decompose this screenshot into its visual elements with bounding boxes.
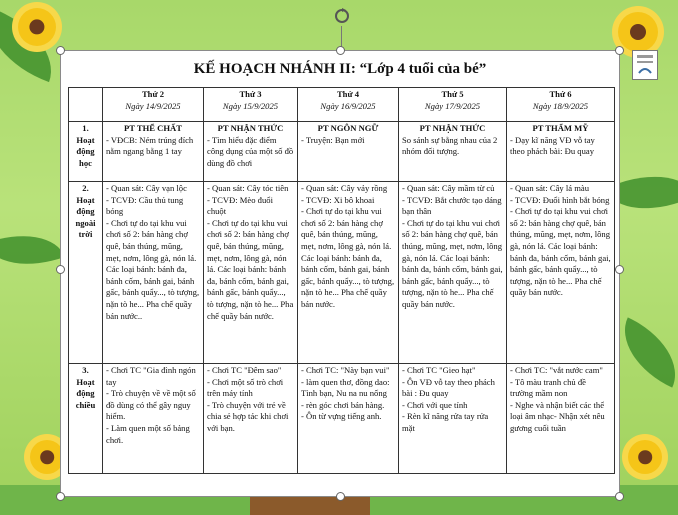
resize-handle[interactable] — [56, 492, 65, 501]
activity-line: - Chơi TC "Gieo hạt" — [402, 365, 476, 375]
activity-line: - Chơi tự do tại khu vui chơi số 2: bán hàng chợ quê, bán thúng, mũng, mẹt, nơm, lông gà, nón lá. Các loại bánh: bánh đa, bánh cốm, bánh gai, bánh gấc, bánh quẩy..., tò tượng, nặn tò he... Pha chế quầy bán nước. — [402, 217, 503, 309]
plan-cell — [204, 182, 298, 364]
plan-cell — [298, 364, 399, 474]
activity-line: - Làm quen một số bảng chơi. — [106, 422, 190, 445]
resize-handle[interactable] — [615, 265, 624, 274]
activity-line: - TCVĐ: Đuổi hình bắt bóng — [510, 194, 610, 205]
subject-label: PT THỂ CHẤT — [124, 123, 182, 133]
activity-line: - Chơi một số trò chơi trên máy tính — [207, 376, 284, 399]
resize-handle[interactable] — [615, 46, 624, 55]
resize-handle[interactable] — [336, 46, 345, 55]
activity-line: - Nghe và nhận biết các thể loại âm nhạc- Nhận xét nêu gương cuối tuần — [510, 399, 605, 433]
row-label: 2. Hoạt động ngoài trời — [69, 182, 103, 364]
plan-table — [68, 87, 615, 474]
resize-handle[interactable] — [56, 265, 65, 274]
activity-line: - Chơi tự do tại khu vui chơi số 2: bán hàng chợ quê, bán thúng, mũng, mẹt, nơm, lông gà, nón lá. Các loại bánh: bánh đa, bánh cốm, bánh gai, bánh gấc, bánh quẩy..., tò tượng, nặn tò he... Pha chế quầy bán nước. — [207, 217, 294, 321]
plan-title: KẾ HOẠCH NHÁNH II: “Lớp 4 tuổi của bé” — [193, 61, 487, 77]
activity-line: - Trò chuyện với trẻ về chia sẻ hợp tác khi chơi với bạn. — [207, 399, 289, 433]
day-header: Thứ 2 Ngày 14/9/2025 — [103, 88, 204, 122]
activity-line: - Quan sát: Cây lá màu — [510, 183, 589, 193]
leaf-decoration — [0, 219, 65, 281]
activity-line: - TCVĐ: Cầu thủ tung bóng — [106, 194, 184, 217]
plan-cell — [298, 182, 399, 364]
activity-line: - Dạy kĩ năng VĐ vỗ tay theo phách bài: Đu quay — [510, 134, 595, 157]
plan-cell — [507, 364, 615, 474]
activity-line: - TCVĐ: Xi bô khoai — [301, 194, 375, 205]
resize-handle[interactable] — [336, 492, 345, 501]
table-row — [69, 182, 615, 364]
activity-line: - Chơi TC "Đêm sao" — [207, 365, 282, 375]
subject-label: PT NHẬN THỨC — [217, 123, 284, 133]
activity-line: - Quan sát: Cây tóc tiên — [207, 183, 289, 193]
flower-decoration — [18, 8, 56, 46]
day-header: Thứ 5 Ngày 17/9/2025 — [399, 88, 507, 122]
subject-label: PT THẨM MỸ — [532, 123, 589, 133]
activity-line: - làm quen thơ, đồng dao: Tình bạn, Nu na nu nống — [301, 376, 390, 399]
flower-decoration — [30, 440, 64, 474]
activity-line: - Ôn VĐ vỗ tay theo phách bài : Đu quay — [402, 376, 495, 399]
activity-line: - Tô màu tranh chủ đề trường mầm non — [510, 376, 586, 399]
plan-cell — [399, 364, 507, 474]
plan-cell — [103, 364, 204, 474]
plan-document[interactable] — [60, 50, 620, 497]
activity-line: - Quan sát: Cây vạn lộc — [106, 183, 187, 193]
layout-options-icon[interactable] — [632, 50, 658, 80]
activity-line: - VĐCB: Ném trúng đích nằm ngang bằng 1 tay — [106, 134, 194, 157]
activity-line: - TCVĐ: Bắt chước tạo dáng bạn thân — [402, 194, 502, 217]
activity-line: - rèn góc chơi bán hàng. — [301, 399, 385, 410]
rotate-handle-icon[interactable] — [332, 6, 352, 26]
activity-line: - Chơi TC: "vắt nước cam" — [510, 365, 603, 375]
activity-line: - Quan sát: Cây vảy rồng — [301, 183, 388, 193]
plan-cell — [298, 122, 399, 182]
plan-cell — [204, 364, 298, 474]
activity-line: - Rèn kĩ năng rửa tay rửa mặt — [402, 411, 489, 433]
plan-cell — [399, 122, 507, 182]
flower-decoration — [628, 440, 662, 474]
resize-handle[interactable] — [56, 46, 65, 55]
activity-line: - Ôn từ vựng tiếng anh. — [301, 411, 382, 422]
plan-cell — [399, 182, 507, 364]
table-row — [69, 122, 615, 182]
activity-line: - Chơi với que tính — [402, 399, 468, 410]
activity-line: - TCVĐ: Mèo đuổi chuột — [207, 194, 273, 217]
row-label: 1. Hoạt động học — [69, 122, 103, 182]
activity-line: - Chơi tự do tại khu vui chơi số 2: bán hàng chợ quê, bán thúng, mũng, mẹt, nơm, lông gà, nón lá. Các loại bánh: bánh đa, bánh cốm, bánh gai, bánh gấc, bánh quẩy..., tò tượng, nặn tò he... Pha chế quầy bán nước. — [301, 206, 395, 309]
plan-cell — [507, 182, 615, 364]
subject-label: PT NHẬN THỨC — [419, 123, 486, 133]
resize-handle[interactable] — [615, 492, 624, 501]
day-header: Thứ 4 Ngày 16/9/2025 — [298, 88, 399, 122]
plan-cell — [204, 122, 298, 182]
activity-line: - Tìm hiểu đặc điểm công dụng của một số đồ dùng đồ chơi — [207, 134, 294, 168]
activity-line: - Chơi tự do tại khu vui chơi số 2: bán hàng chợ quê, bán thúng, mũng, mẹt, nơm, lông gà, nón lá. Các loại bánh: bánh đa, bánh cốm, bánh gai, bánh gấc, bánh quẩy..., tò tượng, nặn tò he... Pha chế quầy bán nước. — [510, 206, 611, 298]
activity-line: - Chơi tự do tại khu vui chơi số 2: bán hàng chợ quê, bán thúng, mũng, mẹt, nơm, lông gà, nón lá. Các loại bánh: bánh đa, bánh cốm, bánh gai, bánh gấc, bánh quẩy..., tò tượng, nặn tò he... Pha chế quầy bán nước.. — [106, 217, 200, 321]
day-header: Thứ 3 Ngày 15/9/2025 — [204, 88, 298, 122]
flower-decoration — [618, 12, 658, 52]
table-row — [69, 364, 615, 474]
plan-cell — [507, 122, 615, 182]
plan-cell — [103, 122, 204, 182]
activity-line: - Truyện: Bạn mới — [301, 134, 365, 145]
activity-line: - Chơi TC "Gia đình ngón tay — [106, 365, 196, 387]
day-header: Thứ 6 Ngày 18/9/2025 — [507, 88, 615, 122]
activity-line: - Quan sát: Cây mầm từ củ — [402, 183, 495, 193]
activity-line: - Chơi TC: "Này bạn vui" — [301, 365, 390, 375]
activity-line: - Trò chuyện về về một số đồ dùng có thể gây nguy hiểm. — [106, 388, 196, 422]
corner-cell — [69, 88, 103, 122]
subject-label: PT NGÔN NGỮ — [317, 123, 379, 133]
activity-line: So sánh sự bằng nhau của 2 nhóm đối tượng. — [402, 134, 498, 157]
row-label: 3. Hoạt động chiều — [69, 364, 103, 474]
plan-cell — [103, 182, 204, 364]
